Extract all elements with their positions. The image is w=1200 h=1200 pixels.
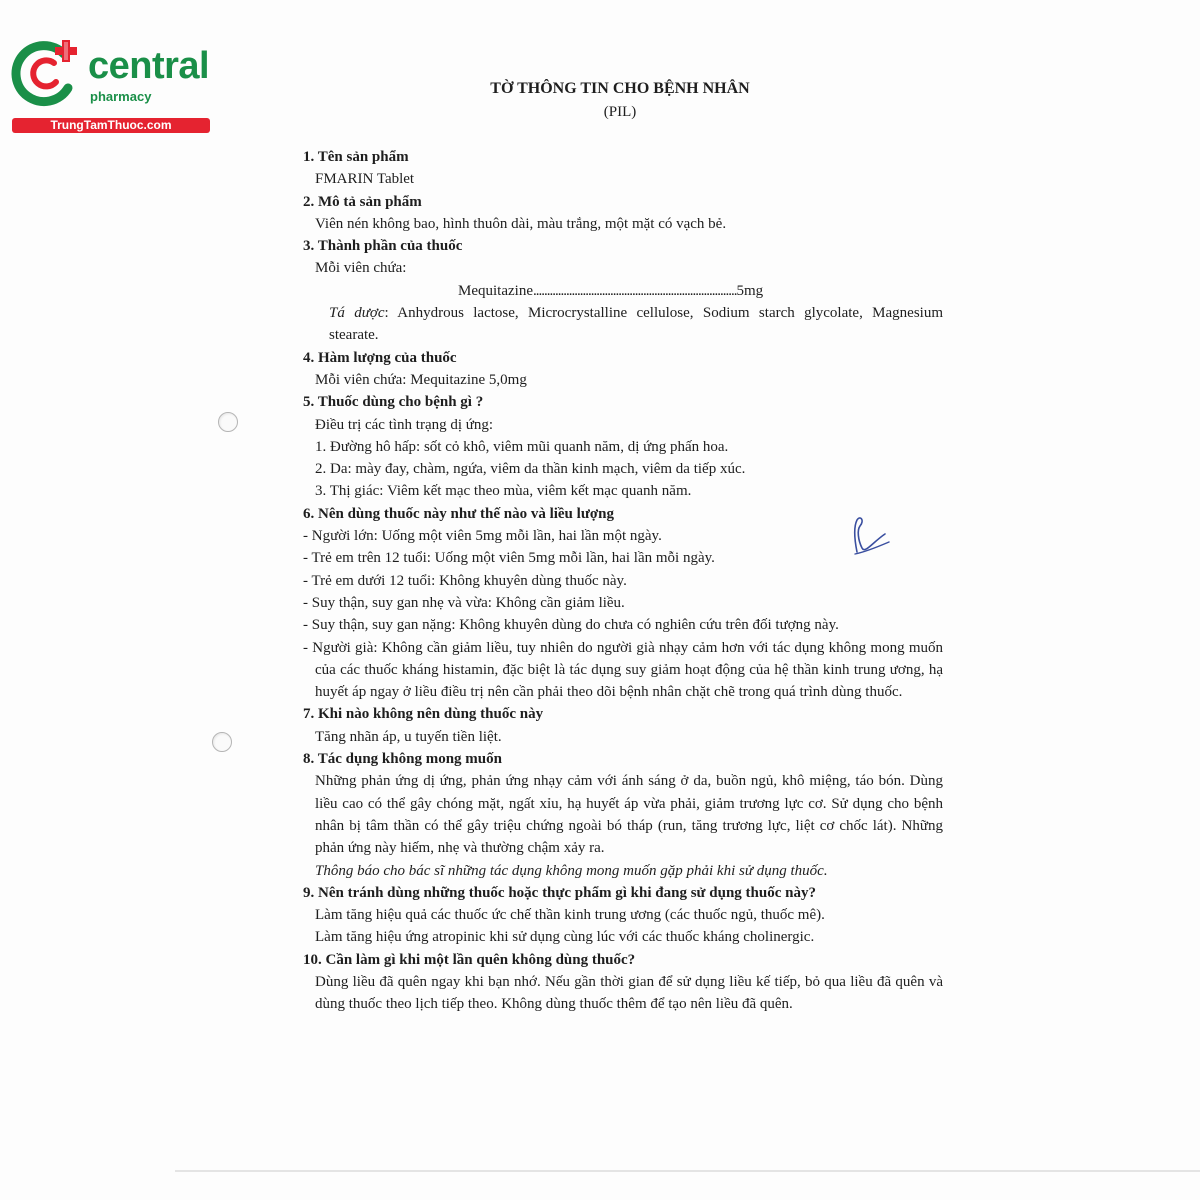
punch-hole-icon [212,732,232,752]
list-item: 1. Đường hô hấp: sốt cỏ khô, viêm mũi quanh năm, dị ứng phấn hoa. [315,438,729,455]
page-bottom-edge [175,1170,1200,1172]
ingredient-dots: .......................................................................... [532,282,737,299]
list-item: - Người lớn: Uống một viên 5mg mỗi lần, hai lần một ngày. [303,528,662,545]
section-text: FMARIN Tablet [315,171,415,188]
pharmacy-cross-logo-icon [10,38,82,108]
excipients-label: Tá dược [329,305,385,322]
section-heading: 10. Cần làm gì khi một lần quên không dùng thuốc? [303,951,636,968]
list-item: 2. Da: mày đay, chàm, ngứa, viêm da thần kinh mạch, viêm da tiếp xúc. [315,461,746,478]
handwritten-signature-icon [845,512,895,562]
section-heading: 4. Hàm lượng của thuốc [303,349,457,366]
section-heading: 2. Mô tả sản phẩm [303,193,422,210]
section-text: Tăng nhãn áp, u tuyến tiền liệt. [315,728,502,745]
section-text: Điều trị các tình trạng dị ứng: [315,416,494,433]
list-item: 3. Thị giác: Viêm kết mạc theo mùa, viêm kết mạc quanh năm. [315,483,692,500]
section-heading: 7. Khi nào không nên dùng thuốc này [303,706,544,723]
logo-brand-name: central [88,45,210,87]
section-heading: 1. Tên sản phẩm [303,149,409,165]
list-item: - Trẻ em dưới 12 tuổi: Không khuyên dùng thuốc này. [303,572,627,589]
section-text: Mỗi viên chứa: [315,260,407,277]
ingredient-amount: 5mg [736,282,764,299]
section-text: Viên nén không bao, hình thuôn dài, màu trắng, một mặt có vạch bẻ. [315,215,727,232]
section-text: Mỗi viên chứa: Mequitazine 5,0mg [315,371,527,388]
punch-hole-icon [218,412,238,432]
ingredient-name: Mequitazine [458,282,533,299]
excipients-text [303,302,943,347]
section-heading: 5. Thuốc dùng cho bệnh gì ? [303,394,484,411]
document-body [303,146,943,1016]
section-note: Thông báo cho bác sĩ những tác dụng không mong muốn gặp phải khi sử dụng thuốc. [315,862,828,879]
ingredient-line [303,280,943,302]
logo-website: TrungTamThuoc.com [12,118,210,133]
section-text: Làm tăng hiệu ứng atropinic khi sử dụng cùng lúc với các thuốc kháng cholinergic. [315,929,815,946]
section-text: Dùng liều đã quên ngay khi bạn nhớ. Nếu gần thời gian để sử dụng liều kế tiếp, bỏ qua liều đã quên và dùng thuốc theo lịch tiếp theo. Không dùng thuốc thêm để tạo nên liều đã quên. [315,973,943,1013]
list-item: - Suy thận, suy gan nặng: Không khuyên dùng do chưa có nghiên cứu trên đối tượng này. [303,617,839,634]
section-heading: 6. Nên dùng thuốc này như thế nào và liều lượng [303,505,614,522]
excipients-list: : Anhydrous lactose, Microcrystalline cellulose, Sodium starch glycolate, Magnesium stearate. [329,305,944,344]
document-title: TỜ THÔNG TIN CHO BỆNH NHÂN [490,80,750,97]
section-text: Những phản ứng dị ứng, phản ứng nhạy cảm với ánh sáng ở da, buồn ngủ, khô miệng, táo bón. Dùng liều cao có thể gây chóng mặt, ngất xỉu, hạ huyết áp vừa phải, giảm trương lực cơ. Sử dụng cho bệnh nhân bị tâm thần có thể gây triệu chứng ngoài bó tháp (run, tăng trương lực, liệt cơ chốc lát). Những phản ứng này hiếm, nhẹ và thường chậm xảy ra. [315,773,943,857]
list-item: - Người già: Không cần giảm liều, tuy nhiên do người già nhạy cảm hơn với tác dụng không mong muốn của các thuốc kháng histamin, đặc biệt là tác dụng suy giảm hoạt động của hệ thần kinh trung ương, hạ huyết áp ngay ở liều điều trị nên cần phải theo dõi bệnh nhân chặt chẽ trong quá trình dùng thuốc. [303,639,943,701]
list-item: - Trẻ em trên 12 tuổi: Uống một viên 5mg mỗi lần, hai lần mỗi ngày. [303,550,715,567]
section-text: Làm tăng hiệu quả các thuốc ức chế thần kinh trung ương (các thuốc ngủ, thuốc mê). [315,907,825,924]
logo-brand-subtitle: pharmacy [90,89,152,104]
section-heading: 9. Nên tránh dùng những thuốc hoặc thực phẩm gì khi đang sử dụng thuốc này? [303,884,816,901]
document-subtitle: (PIL) [603,104,637,120]
list-item: - Suy thận, suy gan nhẹ và vừa: Không cần giảm liều. [303,594,625,611]
section-heading: 8. Tác dụng không mong muốn [303,751,502,768]
section-heading: 3. Thành phần của thuốc [303,238,463,255]
